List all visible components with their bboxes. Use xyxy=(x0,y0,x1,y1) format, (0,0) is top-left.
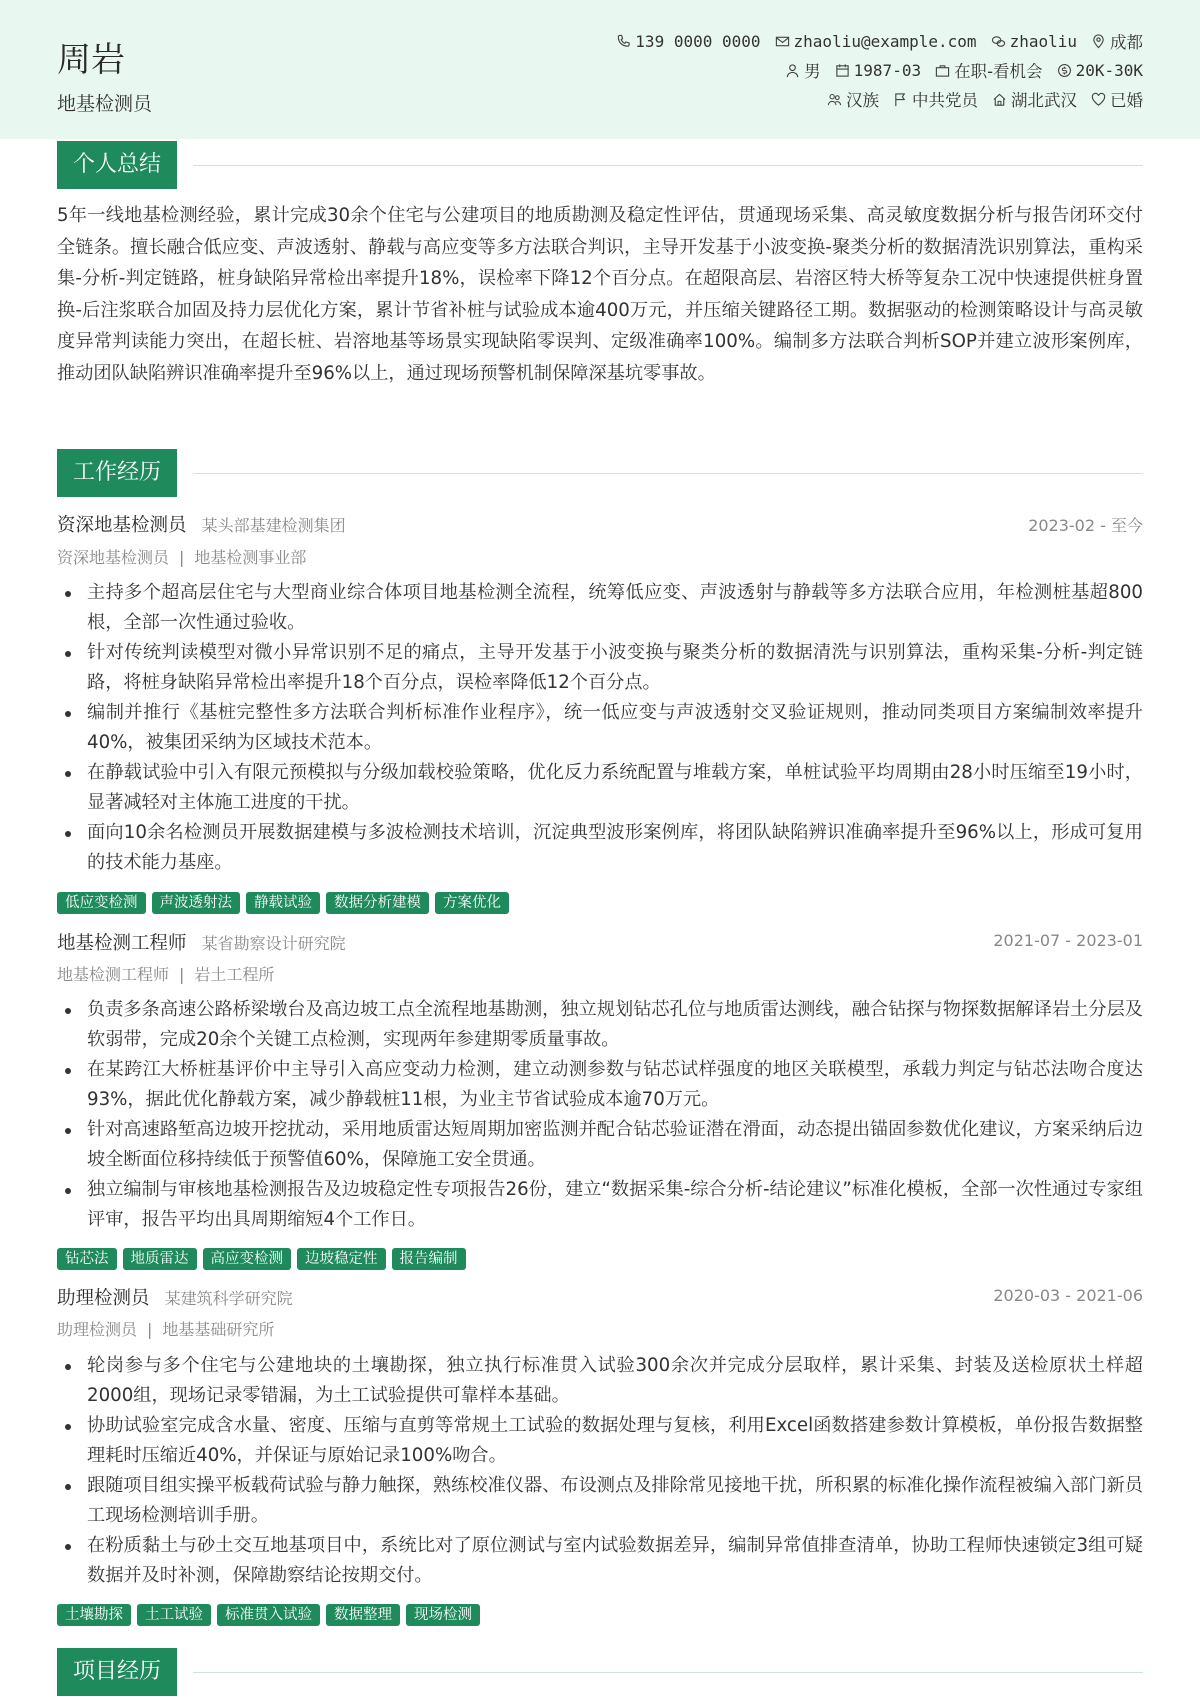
status-item xyxy=(935,58,1042,82)
skill-tag: 现场检测 xyxy=(406,1604,480,1626)
job-header xyxy=(57,929,1143,955)
birth-text: 1987-03 xyxy=(853,60,922,80)
skill-tag: 地质雷达 xyxy=(123,1248,197,1270)
project-section-header xyxy=(57,1648,1143,1696)
status-text: 在职-看机会 xyxy=(954,62,1043,81)
wechat-item xyxy=(991,32,1077,51)
skill-tag: 边坡稳定性 xyxy=(297,1248,386,1270)
phone-item xyxy=(616,32,760,51)
home-icon xyxy=(992,92,1007,107)
separator: | xyxy=(179,548,185,567)
list-item: 主持多个超高层住宅与大型商业综合体项目地基检测全流程，统筹低应变、声波透射与静载等多方法联合应用，年检测桩基超800根，全部一次性通过验收。 xyxy=(57,578,1143,637)
skill-tag: 低应变检测 xyxy=(57,892,146,914)
list-item: 面向10余名检测员开展数据建模与多波检测技术培训，沉淀典型波形案例库，将团队缺陷辨识准确率提升至96%以上，形成可复用的技术能力基座。 xyxy=(57,818,1143,877)
ethnicity-text: 汉族 xyxy=(846,91,879,110)
email-item xyxy=(775,32,977,51)
job-date: 2021-07 - 2023-01 xyxy=(993,931,1143,950)
resume-header xyxy=(0,0,1200,139)
calendar-icon xyxy=(835,63,850,78)
work-section-title: 工作经历 xyxy=(57,449,177,497)
heart-icon xyxy=(1091,92,1106,107)
summary-text: 5年一线地基检测经验，累计完成30余个住宅与公建项目的地质勘测及稳定性评估，贯通现场采集、高灵敏度数据分析与报告闭环交付全链条。擅长融合低应变、声波透射、静载与高应变等多方法联合判识，主导开发基于小波变换-聚类分析的数据清洗识别算法，重构采集-分析-判定链路，桩身缺陷异常检出率提升18%，误检率下降12个百分点。在超限高层、岩溶区特大桥等复杂工况中快速提供桩身置换-后注浆联合加固及持力层优化方案，累计节省补桩与试验成本逾400万元，并压缩关键路径工期。数据驱动的检测策略设计与高灵敏度异常判读能力突出，在超长桩、岩溶地基等场景实现缺陷零误判、定级准确率100%。编制多方法联合判析SOP并建立波形案例库，推动团队缺陷辨识准确率提升至96%以上，通过现场预警机制保障深基坑零事故。 xyxy=(57,205,1143,384)
phone-icon xyxy=(616,34,631,49)
job-department: 岩土工程所 xyxy=(194,965,275,984)
project-section-title: 项目经历 xyxy=(57,1648,177,1696)
work-section-header xyxy=(57,449,1143,497)
skill-tags xyxy=(57,1248,466,1270)
skill-tag: 方案优化 xyxy=(435,892,509,914)
hometown-item xyxy=(992,87,1077,111)
skill-tag: 土壤勘探 xyxy=(57,1604,131,1626)
wechat-icon xyxy=(991,34,1006,49)
person-icon xyxy=(785,63,800,78)
skill-tag: 声波透射法 xyxy=(152,892,241,914)
list-item: 针对传统判读模型对微小异常识别不足的痛点，主导开发基于小波变换与聚类分析的数据清洗与识别算法，重构采集-分析-判定链路，将桩身缺陷异常检出率提升18个百分点，误检率降低12个百分点。 xyxy=(57,638,1143,697)
skill-tag: 数据整理 xyxy=(326,1604,400,1626)
personal-row xyxy=(785,58,1143,82)
list-item: 针对高速路堑高边坡开挖扰动，采用地质雷达短周期加密监测并配合钻芯验证潜在滑面，动态提出锚固参数优化建议，方案采纳后边坡全断面位移持续低于预警值60%，保障施工安全贯通。 xyxy=(57,1115,1143,1174)
job-date: 2023-02 - 至今 xyxy=(1028,516,1143,535)
separator: | xyxy=(179,965,185,984)
marital-text: 已婚 xyxy=(1110,91,1143,110)
job-bullets xyxy=(57,995,1143,1235)
job-subline xyxy=(57,545,306,568)
job-role: 地基检测工程师 xyxy=(57,933,187,954)
summary-section-title: 个人总结 xyxy=(57,141,177,189)
email-text: zhaoliu@example.com xyxy=(793,31,977,51)
people-icon xyxy=(827,92,842,107)
job-date: 2020-03 - 2021-06 xyxy=(993,1286,1143,1305)
list-item: 协助试验室完成含水量、密度、压缩与直剪等常规土工试验的数据处理与复核，利用Excel函数搭建参数计算模板，单份报告数据整理耗时压缩近40%，并保证与原始记录100%吻合。 xyxy=(57,1411,1143,1470)
list-item: 负责多条高速公路桥梁墩台及高边坡工点全流程地基勘测，独立规划钻芯孔位与地质雷达测线，融合钻探与物探数据解译岩土分层及软弱带，完成20余个关键工点检测，实现两年参建期零质量事故。 xyxy=(57,995,1143,1054)
skill-tag: 标准贯入试验 xyxy=(217,1604,320,1626)
list-item: 在粉质黏土与砂土交互地基项目中，系统比对了原位测试与室内试验数据差异，编制异常值排查清单，协助工程师快速锁定3组可疑数据并及时补测，保障勘察结论按期交付。 xyxy=(57,1531,1143,1590)
job-company: 某省勘察设计研究院 xyxy=(201,934,346,953)
money-icon xyxy=(1057,63,1072,78)
job-header xyxy=(57,511,1143,537)
city-text: 成都 xyxy=(1110,33,1143,52)
job-company: 某建筑科学研究院 xyxy=(164,1289,293,1308)
skill-tag: 报告编制 xyxy=(392,1248,466,1270)
skill-tag: 高应变检测 xyxy=(203,1248,292,1270)
skill-tag: 钻芯法 xyxy=(57,1248,117,1270)
background-row xyxy=(827,87,1143,111)
mail-icon xyxy=(775,34,790,49)
job-role: 助理检测员 xyxy=(57,1288,150,1309)
ethnicity-item xyxy=(827,87,879,111)
gender-text: 男 xyxy=(804,62,821,81)
location-icon xyxy=(1091,34,1106,49)
separator: | xyxy=(147,1320,153,1339)
skill-tag: 静载试验 xyxy=(246,892,320,914)
skill-tags xyxy=(57,892,509,914)
city-item xyxy=(1091,29,1143,53)
skill-tag: 数据分析建模 xyxy=(326,892,429,914)
hometown-text: 湖北武汉 xyxy=(1011,91,1077,110)
list-item: 在静载试验中引入有限元预模拟与分级加载校验策略，优化反力系统配置与堆载方案，单桩试验平均周期由28小时压缩至19小时，显著减轻对主体施工进度的干扰。 xyxy=(57,758,1143,817)
job-company: 某头部基建检测集团 xyxy=(201,516,346,535)
marital-item xyxy=(1091,87,1143,111)
list-item: 编制并推行《基桩完整性多方法联合判析标准作业程序》，统一低应变与声波透射交叉验证规则，推动同类项目方案编制效率提升40%，被集团采纳为区域技术范本。 xyxy=(57,698,1143,757)
section-divider xyxy=(193,473,1143,474)
list-item: 在某跨江大桥桩基评价中主导引入高应变动力检测，建立动测参数与钻芯试样强度的地区关联模型，承载力判定与钻芯法吻合度达93%，据此优化静载方案，减少静载桩11根，为业主节省试验成本逾70万元。 xyxy=(57,1055,1143,1114)
phone-text: 139 0000 0000 xyxy=(635,31,761,51)
briefcase-icon xyxy=(935,63,950,78)
contact-row xyxy=(616,29,1143,53)
job-role: 资深地基检测员 xyxy=(57,515,187,536)
skill-tag: 土工试验 xyxy=(137,1604,211,1626)
salary-item xyxy=(1057,61,1143,80)
job-department: 地基基础研究所 xyxy=(162,1320,275,1339)
politics-item xyxy=(893,87,978,111)
flag-icon xyxy=(893,92,908,107)
job-position: 助理检测员 xyxy=(57,1320,138,1339)
job-position: 资深地基检测员 xyxy=(57,548,170,567)
section-divider xyxy=(193,165,1143,166)
candidate-title: 地基检测员 xyxy=(57,93,153,115)
list-item: 跟随项目组实操平板载荷试验与静力触探，熟练校准仪器、布设测点及排除常见接地干扰，所积累的标准化操作流程被编入部门新员工现场检测培训手册。 xyxy=(57,1471,1143,1530)
candidate-name: 周岩 xyxy=(57,40,125,80)
job-bullets xyxy=(57,578,1143,878)
job-department: 地基检测事业部 xyxy=(194,548,307,567)
job-position: 地基检测工程师 xyxy=(57,965,170,984)
job-subline xyxy=(57,1317,274,1340)
salary-text: 20K-30K xyxy=(1075,60,1143,80)
wechat-text: zhaoliu xyxy=(1009,31,1077,51)
job-bullets xyxy=(57,1351,1143,1591)
politics-text: 中共党员 xyxy=(912,91,978,110)
list-item: 轮岗参与多个住宅与公建地块的土壤勘探，独立执行标准贯入试验300余次并完成分层取样，累计采集、封装及送检原状土样超2000组，现场记录零错漏，为土工试验提供可靠样本基础。 xyxy=(57,1351,1143,1410)
birth-item xyxy=(835,61,921,80)
skill-tags xyxy=(57,1604,480,1626)
section-divider xyxy=(193,1672,1143,1673)
job-subline xyxy=(57,962,274,985)
summary-section-header xyxy=(57,141,1143,189)
job-header xyxy=(57,1284,1143,1310)
list-item: 独立编制与审核地基检测报告及边坡稳定性专项报告26份，建立“数据采集-综合分析-结论建议”标准化模板，全部一次性通过专家组评审，报告平均出具周期缩短4个工作日。 xyxy=(57,1175,1143,1234)
gender-item xyxy=(785,58,821,82)
